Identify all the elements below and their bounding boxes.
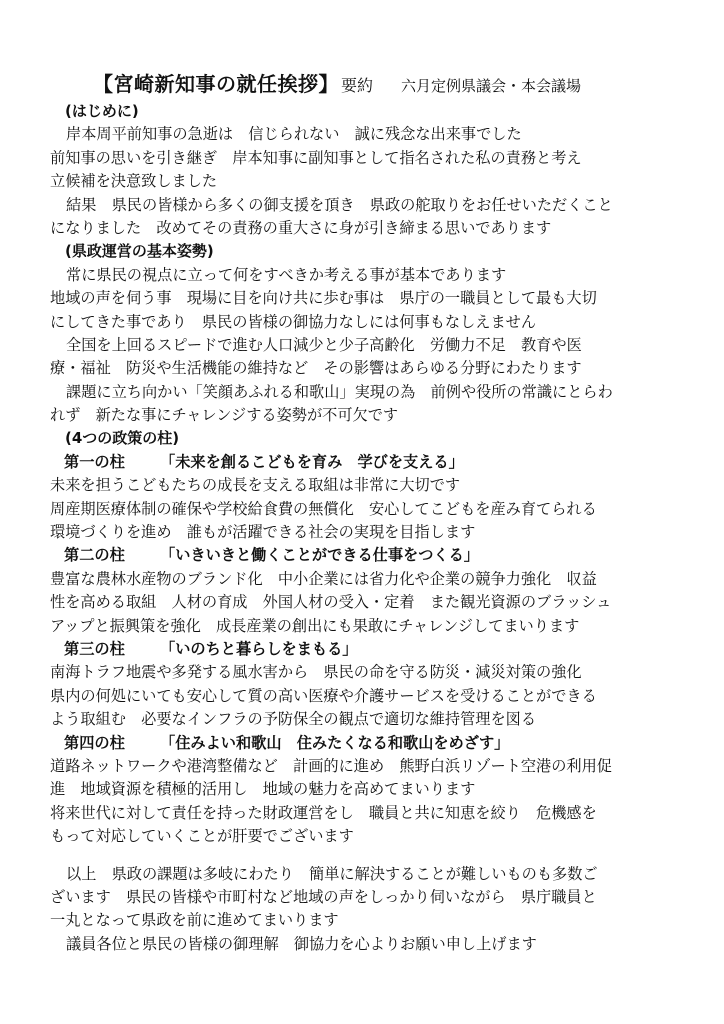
paragraph-line: 地域の声を伺う事 現場に目を向け共に歩む事は 県庁の一職員として最も大切 [50, 289, 597, 308]
paragraph-line: 道路ネットワークや港湾整備など 計画的に進め 熊野白浜リゾート空港の利用促 [50, 756, 612, 775]
document-title: 【宮崎新知事の就任挨拶】 [93, 72, 339, 96]
pillar-title: 「住みよい和歌山 住みたくなる和歌山をめざす」 [160, 733, 510, 752]
paragraph-line: 課題に立ち向かい「笑顔あふれる和歌山」実現の為 前例や役所の常識にとらわ [66, 382, 613, 401]
paragraph-line: 全国を上回るスピードで進む人口減少と少子高齢化 労働力不足 教育や医 [66, 335, 582, 354]
paragraph-spacer [50, 849, 710, 863]
paragraph-line: 県内の何処にいても安心して質の高い医療や介護サービスを受けることができる [50, 686, 597, 705]
paragraph-line: よう取組む 必要なインフラの予防保全の観点で適切な維持管理を図る [50, 710, 536, 729]
pillar-heading-2 [50, 544, 710, 567]
section-heading-intro: (はじめに) [65, 102, 139, 120]
pillar-title: 「未来を創るこどもを育み 学びを支える」 [160, 452, 464, 471]
paragraph-line: 未来を担うこどもたちの成長を支える取組は非常に大切です [50, 476, 461, 495]
pillar-title: 「いきいきと働くことができる仕事をつくる」 [160, 546, 479, 565]
paragraph-line: 議員各位と県民の皆様の御理解 御協力を心よりお願い申し上げます [66, 934, 537, 953]
paragraph-line: 岸本周平前知事の急逝は 信じられない 誠に残念な出来事でした [66, 125, 522, 144]
paragraph-line: れず 新たな事にチャレンジする姿勢が不可欠です [50, 406, 399, 425]
pillar-heading-4 [50, 732, 710, 755]
paragraph-line: にしてきた事であり 県民の皆様の御協力なしには何事もなしえません [50, 312, 536, 331]
paragraph-line: もって対応していくことが肝要でございます [50, 827, 354, 846]
paragraph-line: 環境づくりを進め 誰もが活躍できる社会の実現を目指します [50, 523, 476, 542]
paragraph-line: 将来世代に対して責任を持った財政運営をし 職員と共に知恵を絞り 危機感を [50, 803, 597, 822]
paragraph-line: 結果 県民の皆様から多くの御支援を頂き 県政の舵取りをお任せいただくこと [66, 195, 613, 214]
pillar-label: 第四の柱 [64, 733, 125, 752]
paragraph-line: 進 地域資源を積極的活用し 地域の魅力を高めてまいります [50, 780, 476, 799]
paragraph-line: 常に県民の視点に立って何をすべきか考える事が基本であります [66, 265, 507, 284]
pillar-label: 第一の柱 [64, 452, 125, 471]
paragraph-line: 性を高める取組 人材の育成 外国人材の受入・定着 また観光資源のブラッシュ [50, 593, 612, 612]
paragraph-line: アップと振興策を強化 成長産業の創出にも果敢にチャレンジしてまいります [50, 616, 580, 635]
pillar-title: 「いのちと暮らしをまもる」 [160, 639, 358, 658]
paragraph-line: 一丸となって県政を前に進めてまいります [50, 911, 339, 930]
pillar-heading-3 [50, 638, 710, 661]
section-heading-policies: (4つの政策の柱) [65, 429, 180, 448]
paragraph-line: 療・福祉 防災や生活機能の維持など その影響はあらゆる分野にわたります [50, 359, 582, 378]
paragraph-line: 南海トラフ地震や多発する風水害から 県民の命を守る防災・減災対策の強化 [50, 663, 582, 682]
section-heading-basics: (県政運営の基本姿勢) [65, 242, 214, 261]
paragraph-line: 以上 県政の課題は多岐にわたり 簡単に解決することが難しいものも多数ご [66, 864, 598, 883]
venue-label: 六月定例県議会・本会議場 [401, 77, 582, 95]
paragraph-line: 周産期医療体制の確保や学校給食費の無償化 安心してこどもを産み育てられる [50, 499, 597, 518]
document-body [50, 100, 710, 956]
paragraph-line: になりました 改めてその責務の重大さに身が引き締まる思いであります [50, 218, 552, 237]
pillar-label: 第三の柱 [64, 639, 125, 658]
paragraph-line: 立候補を決意致しました [50, 172, 218, 191]
document-header [93, 68, 581, 97]
pillar-label: 第二の柱 [64, 546, 125, 565]
paragraph-line: ざいます 県民の皆様や市町村など地域の声をしっかり伺いながら 県庁職員と [50, 887, 597, 906]
paragraph-line: 前知事の思いを引き継ぎ 岸本知事に副知事として指名された私の責務と考え [50, 148, 582, 167]
pillar-heading-1 [50, 451, 710, 474]
paragraph-line: 豊富な農林水産物のブランド化 中小企業には省力化や企業の競争力強化 収益 [50, 569, 597, 588]
document-subtitle: 要約 [341, 76, 374, 95]
